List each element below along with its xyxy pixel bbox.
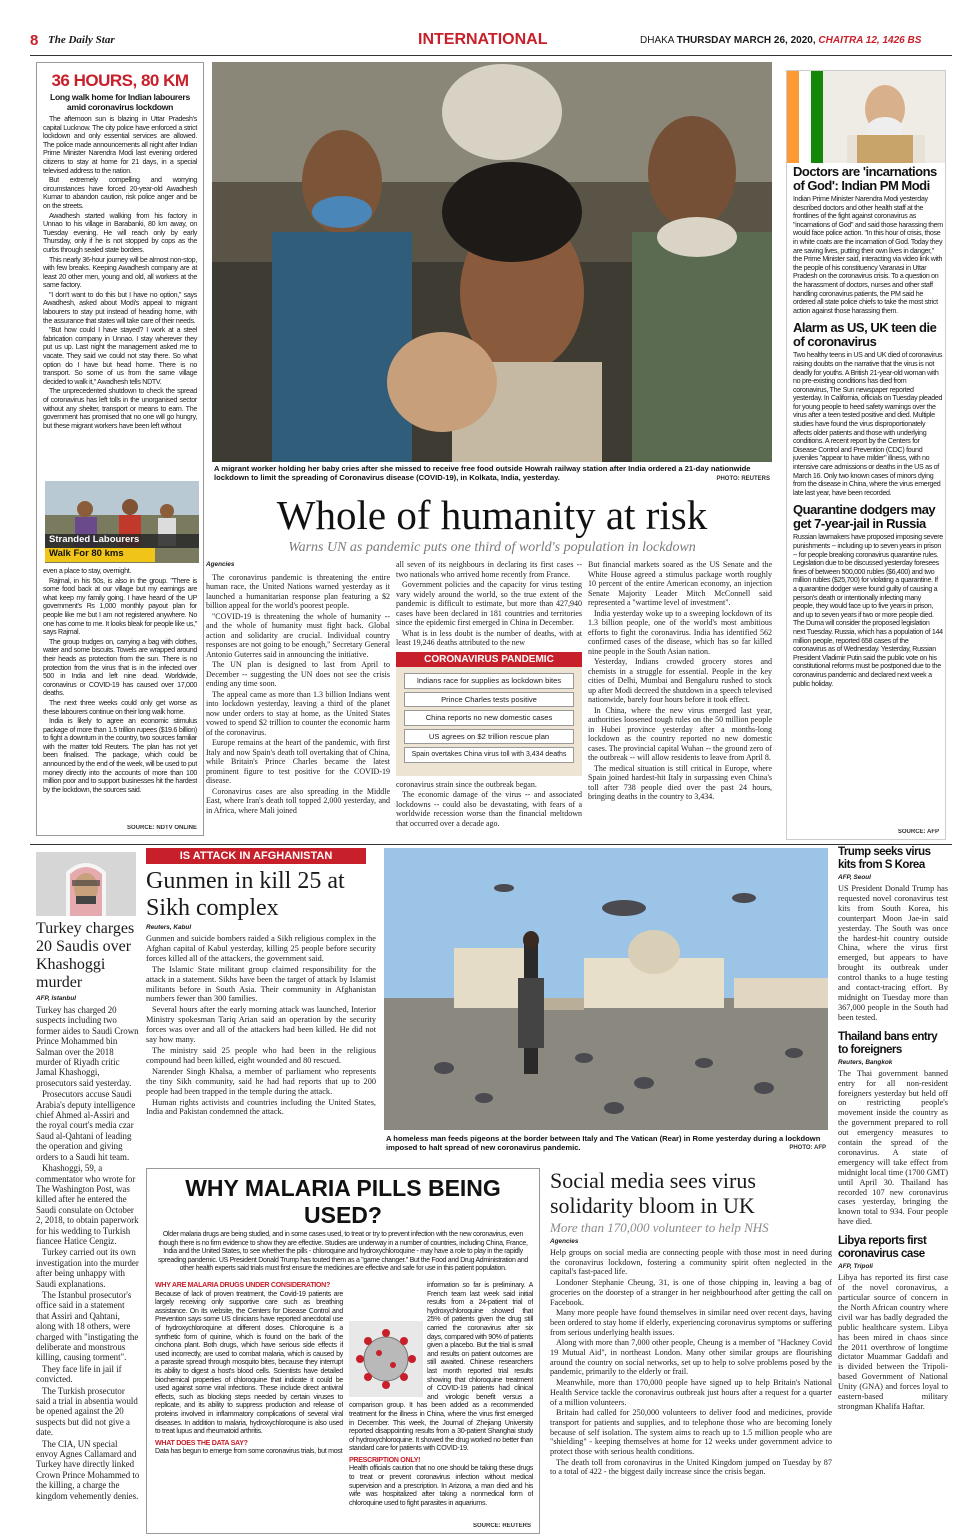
pandemic-box-item: US agrees on $2 trillion rescue plan: [404, 729, 574, 745]
left-para: "But how could I have stayed? I work at a steel fabrication company in Unnao. I stay wherever they put us up. Last night the management asked me to vacate. They said we could not stay there. So what option do I have but head home. There is no transport. So some of us from the same village decided to walk it," Awadhesh tells NDTV.: [43, 326, 197, 386]
main-para: India yesterday woke up to a sweeping lockdown of its 1.3 billion people, one of the world's most ambitious efforts to fight the coronavirus. India has identified 562 confirmed cases of the disease, which has so far killed nine people in the South Asian nation.: [588, 608, 772, 656]
social-para: Londoner Stephanie Cheung, 31, is one of those chipping in, leaving a bag of groceries on the doorstep of a stranger in her neighbourhood after getting the call on Facebook.: [550, 1278, 832, 1307]
afghan-byline: Reuters, Kabul: [146, 924, 192, 931]
trump-headline: Trump seeks virus kits from S Korea: [838, 846, 931, 871]
social-body: [550, 1248, 832, 1477]
pandemic-box-item: Prince Charles tests positive: [404, 692, 574, 708]
malaria-intro: Older malaria drugs are being studied, and in some cases used, to treat or try to prevent infection with the new coronavirus, even though there is no firm evidence to show they are effective. Studies are underway in a number of countries, including China, France, India and the United States, to see whether the pills - chloroquine and hydroxychloroquine - may have a role to play in the rapidly spreading pandemic. US President Donald Trump has touted them as a "game changer." But the Food and Drug Administration and other health experts said trials must first ensure the medicines are effective and safe for use in this patient population.: [157, 1231, 529, 1273]
teen-text: Two healthy teens in US and UK died of coronavirus raising doubts on the narrative that the virus is not deadly for youths. A British 21-year-old woman with no pre-existing conditions has died from coronavirus, The Sun newspaper reported yesterday. In California, officials on Tuesday pleaded for young people to heed safety warnings over the virus after a teen tested positive and died. Multiple studies have found the virus disproportionately affects older patients and those with underlying conditions. A recent report by the Centers for Disease Control and Prevention (CDC) found juveniles "appear to have milder" illness, with no intensive care admissions or deaths in the US as of March 16. Only two known cases of minors dying from the disease in China, where the virus emerged late last year, have been recorded.: [793, 351, 943, 497]
left-headline: 36 HOURS, 80 KM: [51, 71, 189, 90]
khashoggi-photo: [36, 852, 136, 916]
malaria-headline: WHY MALARIA PILLS BEING USED?: [185, 1175, 501, 1228]
malaria-p3: information so far is preliminary. A French team last week said initial results from a 24-patient trial of hydroxychloroquine showed that 25% of patients given the drug still carried the coronavirus after six days, compared with 90% of patients given a placebo. But the trial is small and results on patient outcomes are still awaited. Chinese researchers last month reported trial results showing that chloroquine treatment of COVID-19 patients had clinical and virologic benefit versus a comparison group. It has been added as a recommended treatment for the illness in China, where the virus first emerged in December. This week, the Journal of Zhejiang University reported disappointing results from a 30-patient Shanghai study of hydroxychloroquine. It showed the drug worked no better than standard care for patients with COVID-19.: [349, 1281, 533, 1453]
main-para: Yesterday, Indians crowded grocery stores and chemists in a struggle for essential. People in the key cities of Delhi, Mumbai and Bengaluru rushed to stock up after Modi decreed the shutdown in a speech televised nationwide, barely four hours before it took effect.: [588, 657, 772, 704]
page-header: [30, 30, 952, 54]
migrant-photo: [212, 62, 772, 462]
main-para: Government policies and the capacity for virus testing vary widely around the world, so the true extent of the pandemic is difficult to estimate, but more than 427,940 cases have been declared in 181 countries and territories since the epidemic first emerged in China in December.: [396, 580, 582, 627]
khashoggi-para: They face life in jail if convicted.: [36, 1363, 122, 1385]
left-body-2: [43, 567, 197, 821]
briefs-column: [838, 846, 948, 1532]
left-para: Awadhesh started walking from his factory in Unnao to his village in Barabanki, 80 km away, on Tuesday evening. He will reach only by early Thursday, only if he is not stopped by cops as the curbs through sealed state borders.: [43, 211, 197, 254]
masthead: The Daily Star: [48, 34, 115, 46]
photo-label-walk: Walk For 80 kms: [45, 548, 155, 562]
social-para: Many more people have found themselves in similar need over recent days, having been ordered to stay home if elderly, experiencing coronavirus symptoms or suffering from serious underlying health issues.: [550, 1308, 832, 1337]
left-story: [36, 62, 204, 836]
virus-icon: [349, 1321, 423, 1397]
left-para2: The group trudges on, carrying a bag with clothes, water and some biscuits. Towels are wrapped around their heads as protection from the sun. There is no protection from the virus that is in the infected over 500 in India and left nine dead. Worldwide, coronavirus or COVID-19 has caused over 17,000 deaths.: [43, 637, 197, 698]
right-source: SOURCE: AFP: [897, 829, 939, 835]
khashoggi-para: The CIA, UN special envoy Agnes Callamard and Turkey have directly linked Crown Prince Mohammed to the killing, a charge the kingdom vehemently denies.: [36, 1438, 140, 1501]
pandemic-box-title: CORONAVIRUS PANDEMIC: [396, 652, 582, 668]
left-para: But extremely compelling and worrying circumstances have forced 20-year-old Awadhesh Kumar to abandon caution, risk police anger and be on the streets.: [43, 176, 197, 210]
pandemic-box-item: China reports no new domestic cases: [404, 710, 574, 726]
left-para: This nearly 36-hour journey will be almost non-stop, with few breaks. Keeping Awadhesh company are at least 20 other men, young and old, all workers at the same factory.: [43, 255, 197, 290]
khashoggi-para: Prosecutors accuse Saudi Arabia's deputy intelligence chief Ahmed al-Assiri and the royal court's media czar Saud al-Qahtani of leading the operation and giving orders to a Saudi hit team.: [36, 1089, 136, 1162]
pandemic-box-item: Indians race for supplies as lockdown bites: [404, 673, 574, 689]
left-para2: even a place to stay, overnight.: [43, 567, 132, 575]
social-para: Along with more than 7,000 other people, Cheung is a member of "Hackney Covid 19 Mutual Aid", in northeast London. Many other similar groups are flourishing around the country on social networks, set up to help to solve problems posed by the pandemic, primarily to the elderly or frail.: [550, 1338, 832, 1377]
afghan-para: The Islamic State militant group claimed responsibility for the attack in a statement. Sikhs have been the target of attack by Islamist militants before in South Asia. Their community in Afghanistan numbers fewer than 300 families.: [146, 964, 376, 1004]
afghan-para: Gunmen and suicide bombers raided a Sikh religious complex in the Afghan capital of Kabul yesterday, killing 25 people before security forces killed all of the attackers, the government said.: [146, 934, 376, 963]
trump-byline: AFP, Seoul: [838, 874, 871, 881]
vatican-caption-text: A homeless man feeds pigeons at the border between Italy and The Vatican (Rear) in Rome yesterday during a lockdown imposed to halt spread of new coronavirus pandemic.: [386, 1134, 821, 1153]
pandemic-box-item: Spain overtakes China virus toll with 3,434 deaths: [404, 747, 574, 763]
trump-text: US President Donald Trump has requested novel coronavirus test kits from South Korea, his counterpart Moon Jae-in said yesterday. The South was once the hardest-hit country outside China, where the virus first emerged, but appears to have brought its outbreak under control thanks to a huge testing and contact-tracing effort. By midnight on Tuesday more than 367,000 people in the South had been tested.: [838, 884, 948, 1022]
malaria-h2: WHAT DOES THE DATA SAY?: [155, 1438, 248, 1447]
main-para: The coronavirus pandemic is threatening the entire human race, the United Nations warned yesterday as it launched a humanitarian response plan featuring a $2 billion appeal for the world's poorest people.: [206, 572, 390, 610]
left-para2: Rajmal, in his 50s, is also in the group. "There is some food back at our village but my earnings are what keep my family going. I have heard of the UP government's Rs 1,000 monthly payout plan for people like me but I am not registered anywhere. No one has come to me. It looks bleak for people like us," says Rajmal.: [43, 576, 197, 637]
main-para: The appeal came as more than 1.3 billion Indians went into lockdown yesterday, leaving a third of the planet now under orders to stay at home, as the United States vowed to spend $2 trillion to counter the economic harm of the coronavirus.: [206, 689, 390, 737]
left-para: "I don't want to do this but I have no option," says Awadhesh, asked about Modi's appeal to migrant labourers to stay put instead of heading home, with the assurance that states will take care of their needs.: [43, 290, 197, 325]
left-subhead: Long walk home for Indian labourers amid coronavirus lockdown: [50, 92, 190, 112]
khashoggi-para: Khashoggi, 59, a commentator who wrote for The Washington Post, was killed after he entered the Saudi consulate on October 2, 2018, to obtain paperwork for his wedding to Turkish fiancee Hatice Cengiz.: [36, 1163, 139, 1246]
dateline-date: THURSDAY MARCH 26, 2020,: [676, 35, 816, 46]
left-para: The afternoon sun is blazing in Uttar Pradesh's capital Lucknow. The city police have enforced a strict lockdown and only essential services are allowed. The police made announcements all night after Indian Prime Minister Narendra Modi last evening ordered citizens to stay at home for 21 days, in a special televised address to the nation.: [43, 115, 197, 175]
main-para: Europe remains at the heart of the pandemic, with first Italy and now Spain's death toll overtaking that of China, while Britain's Prince Charles became the latest prominent figure to test positive for the COVID-19 disease.: [206, 738, 390, 785]
left-body: [37, 115, 203, 467]
afghan-para: Narender Singh Khalsa, a member of parliament who represents the tiny Sikh community, said he had had reports that up to 200 people had been trapped in the temple during the attack.: [146, 1066, 376, 1096]
vatican-photo-credit: PHOTO: AFP: [789, 1145, 826, 1152]
right-text: [793, 165, 943, 835]
khashoggi-para: The Istanbul prosecutor's office said in a statement that Assiri and Qahtani, along with 18 others, were charged with "instigating the deliberate and monstrous killing, causing torment".: [36, 1289, 139, 1363]
afghan-para: The ministry said 25 people who had been in the religious compound had been killed, eight wounded and 80 rescued.: [146, 1045, 376, 1065]
main-col-3: [588, 560, 772, 838]
modi-text: Indian Prime Minister Narendra Modi yesterday described doctors and other health staff at the frontlines of the fight against coronavirus as "incarnations of God" and said those harassing them would face police action. "In this hour of crisis, those in white coats are the incarnation of God. Today they are saving lives, putting their own lives in danger," the Prime Minister said, interacting via video link with the people of his constituency Varanasi in Uttar Pradesh on the coronavirus crisis. To a question on the harassment of doctors, nurses and other staff handling coronavirus patients, the PM said he ordered all state police chiefs to take the most strict action against those harassing them.: [793, 195, 943, 315]
dateline-city: DHAKA: [640, 35, 674, 46]
migrant-photo-caption: [214, 464, 770, 488]
malaria-h1: WHY ARE MALARIA DRUGS UNDER CONSIDERATION?: [155, 1281, 330, 1289]
vatican-photo-art: [384, 848, 828, 1130]
modi-photo: [787, 71, 946, 163]
left-source: SOURCE: NDTV ONLINE: [126, 825, 197, 831]
page-number: 8: [30, 32, 39, 49]
photo-label-stranded: Stranded Labourers: [45, 534, 199, 548]
main-col-2: [396, 560, 582, 838]
main-para: The UN plan is designed to last from April to December -- suggesting the UN does not see the crisis ending any time soon.: [206, 660, 390, 688]
main-para: Coronavirus cases are also spreading in the Middle East, where Iran's death toll topped 2,000 yesterday, and in Africa, where Mali joined: [206, 786, 390, 815]
khashoggi-byline: AFP, Istanbul: [36, 995, 77, 1002]
main-para: The medical situation is still critical in Europe, where Spain joined hardest-hit Italy in surpassing even China's toll after 738 people died over the past 24 hours, bringing deaths in the country to 3,434.: [588, 763, 772, 801]
khashoggi-para: Turkey carried out its own investigation into the murder after being unhappy with Saudi explanations.: [36, 1247, 139, 1289]
section-title: INTERNATIONAL: [418, 31, 548, 48]
left-para2: India is likely to agree an economic stimulus package of more than 1.5 trillion rupees ($19.6 billion) to fight a downturn in the country, two sources familiar with the matter told Reuters. The plan has not yet been finalised. The package, which could be announced by the end of the week, will be used to put money directly into the accounts of more than 100 million poor and to support businesses hit the hardest by the lockdown, the sources said.: [43, 717, 197, 794]
social-para: The death toll from coronavirus in the United Kingdom jumped on Tuesday by 87 to a total of 422 - the biggest daily increase since the crisis began.: [550, 1457, 832, 1477]
afghan-para: Several hours after the early morning attack was launched, Interior Ministry spokesman Tariq Arian said an operation by the security forces was over and all of the attackers had been killed. He did not say how many.: [146, 1005, 376, 1045]
thailand-text: The Thai government banned entry for all non-resident foreigners yesterday but held off on restricting people's movement inside the country as the government prepared to roll out emergency measures to contain the spread of the coronavirus. A state of emergency will take effect from midnight local time (1700 GMT) until April 30. Thailand has recorded 107 new coronavirus cases yesterday, bringing the known total to 934. Four people have died.: [838, 1068, 948, 1227]
libya-headline: Libya reports first coronavirus case: [838, 1235, 927, 1261]
malaria-p4: Health officials caution that no one should be taking these drugs to treat or prevent coronavirus infection without medical supervision and a prescription. In Arizona, a man died and his wife was hospitalized after taking a nonmedical form of chloroquine used to fight parasites in aquariums.: [349, 1464, 533, 1507]
teen-headline: Alarm as US, UK teen die of coronavirus: [793, 320, 937, 350]
malaria-box: [146, 1168, 540, 1534]
khashoggi-body: [36, 1005, 140, 1501]
main-para: What is in less doubt is the number of deaths, with at least 19,246 deaths attributed to the new: [396, 628, 582, 647]
modi-photo-art: [787, 71, 946, 163]
vatican-photo: [384, 848, 828, 1130]
main-para: But financial markets soared as the US Senate and the White House agreed a stimulus package worth roughly 10 percent of the entire American economy, an injection Senate Majority Leader Mitch McConnell said represented a "wartime level of investment".: [588, 560, 772, 607]
social-subhead: More than 170,000 volunteer to help NHS: [550, 1220, 769, 1235]
khashoggi-para: Turkey has charged 20 suspects including two former aides to Saudi Crown Prince Mohammed bin Salman over the 2018 murder of Riyadh critic Jamal Khashoggi, prosecutors said yesterday.: [36, 1005, 139, 1088]
migrant-photo-credit: PHOTO: REUTERS: [716, 476, 770, 483]
vatican-caption: [386, 1134, 826, 1158]
social-para: Help groups on social media are connecting people with those most in need during the coronavirus lockdown, fostering a community spirit often neglected in the capital's fast-paced life.: [550, 1248, 832, 1277]
khashoggi-story: [36, 920, 140, 1526]
thailand-headline: Thailand bans entry to foreigners: [838, 1030, 938, 1056]
social-story: [550, 1168, 832, 1534]
malaria-p1: Because of lack of proven treatment, the Covid-19 patients are largely receiving only supportive care such as breathing assistance. On its website, the Centers for Disease Control and Prevention says some US clinicians have reported anecdotal use of hydroxychloroquine at different doses. Chloroquine is a synthetic form of quinine, which is found on the bark of the cinchona plant. Both drugs, which have serious side effects if used incorrectly, are used to combat malaria, which is caused by a parasite spread through mosquito bites, because they interrupt its ability to digest a host's blood cells. Scientists have detailed biochemical properties of chloroquine that indicate it could be used against some viral infections. These include direct antiviral effects, such as blocking steps needed by certain viruses to replicate, and its ability to suppress production and release of proteins involved in inflammatory complications of several viral diseases. In addition to malaria, hydroxychloroquine is also used to treat lupus and rheumatoid arthritis.: [155, 1289, 343, 1436]
libya-text: Libya has reported its first case of the novel coronavirus, a particular source of concern in the North African country where civil war has badly degraded the public healthcare system. Libya has been mired in chaos since the 2011 overthrow of longtime dictator Muammar Gaddafi and is divided between the Tripoli-based Government of National Unity (GNA) and forces loyal to eastern-based military strongman Khalifa Haftar.: [838, 1273, 948, 1411]
libya-byline: AFP, Tripoli: [838, 1263, 873, 1271]
malaria-source: SOURCE: REUTERS: [472, 1523, 531, 1529]
modi-headline: Doctors are 'incarnations of God': Indian PM Modi: [793, 165, 937, 193]
left-para2: The next three weeks could only get worse as these labourers continue on their long walk home.: [43, 698, 197, 716]
khashoggi-para: The Turkish prosecutor said a trial in absentia would be opened against the 20 suspects but did not give a date.: [36, 1385, 138, 1438]
main-subhead: Warns UN as pandemic puts one third of world's population in lockdown: [288, 540, 696, 555]
mid-rule: [30, 844, 952, 845]
dateline: [640, 35, 921, 46]
social-headline: Social media sees virus solidarity bloom in UK: [550, 1168, 756, 1218]
main-para: "COVID-19 is threatening the whole of humanity -- and the whole of humanity must fight back. Global action and solidarity are crucial. Individual country responses are not going to be enough," Secretary General Antonio Guterres said in announcing the initiative.: [206, 611, 390, 659]
malaria-h3: PRESCRIPTION ONLY!: [349, 1455, 421, 1464]
virus-image: [349, 1321, 423, 1397]
malaria-col-1: [155, 1281, 343, 1527]
afghan-body: [146, 934, 376, 1117]
left-para: The unprecedented shutdown to check the spread of coronavirus has left tolls in the unorganised sector without any shelter, transport or means to earn. The government has promised that no one will go hungry, but these migrant workers have been left without: [43, 387, 197, 430]
header-rule: [30, 55, 952, 56]
social-byline: Agencies: [550, 1238, 579, 1245]
main-para: coronavirus strain since the outbreak began.: [396, 779, 537, 789]
main-col-1: [206, 558, 390, 838]
afghan-kicker: IS ATTACK IN AFGHANISTAN: [146, 848, 366, 864]
russia-headline: Quarantine dodgers may get 7-year-jail in Russia: [793, 502, 936, 532]
khashoggi-headline: Turkey charges 20 Saudis over Khashoggi murder: [36, 920, 135, 991]
social-para: Meanwhile, more than 170,000 people have signed up to help Britain's National Health Service tackle the coronavirus outbreak just hours after a request for a quarter of a million volunteers.: [550, 1378, 832, 1407]
labourers-photo: [45, 481, 199, 563]
migrant-photo-art: [212, 62, 772, 462]
main-byline: Agencies: [206, 561, 235, 568]
right-column: [786, 70, 946, 840]
main-para: In China, where the new virus emerged last year, authorities loosened tough rules on the 50 million people in Hubei province yesterday after a months-long lockdown as the country reported no new domestic cases. The provincial capital Wuhan -- the ground zero of the outbreak -- will allow residents to leave from April 8.: [588, 705, 772, 762]
russia-text: Russian lawmakers have proposed imposing severe punishments -- including up to seven years in prison -- for people breaking coronavirus quarantine rules. Legislation due to be discussed yesterday foresees fines of between 500,000 rubles ($6,400) and two million rubles ($25,700) for violating a quarantine. If a quarantine dodger were found guilty of causing a person's death or intentionally infecting many people, they would face up to five years in prison, and up to seven years if two or more people died. The Duma will consider the proposed legislation next Tuesday. Russia, which has a population of 144 million people, reported 658 cases of the coronavirus as of Wednesday. Yesterday, Russian President Vladimir Putin said the public vote on his constitutional reforms must be postponed due to the coronavirus pandemic and declared next week a public holiday.: [793, 533, 943, 688]
afghan-story: [146, 848, 376, 1162]
khashoggi-photo-art: [36, 852, 136, 916]
malaria-col-2: [349, 1281, 533, 1521]
afghan-para: Human rights activists and countries including the United States, India and Pakistan condemned the attack.: [146, 1097, 376, 1117]
dateline-bangla: CHAITRA 12, 1426 BS: [818, 35, 922, 46]
malaria-p2: Data has begun to emerge from some coronavirus trials, but most: [155, 1447, 343, 1456]
thailand-byline: Reuters, Bangkok: [838, 1058, 893, 1066]
social-para: Britain had called for 250,000 volunteers to deliver food and medicines, provide transport for patients and supplies, and to telephone those who are becoming lonely because of self isolation. The system aims to reach up to 1.5 million people who are "shielding" - keeping themselves at home for 12 weeks under government advice to protect those with serious health conditions.: [550, 1408, 832, 1457]
main-headline: Whole of humanity at risk: [276, 492, 708, 538]
afghan-headline: Gunmen in kill 25 at Sikh complex: [146, 868, 345, 921]
main-para: The economic damage of the virus -- and associated lockdowns -- could also be devastating, with fears of a worldwide recession worse than the financial meltdown that occurred over a decade ago.: [396, 790, 582, 828]
pandemic-box: [396, 652, 582, 776]
main-para: all seven of its neighbours in declaring its first cases -- two nationals who arrived home recently from France.: [396, 560, 582, 579]
migrant-caption-text: A migrant worker holding her baby cries after she missed to receive free food outside Howrah railway station after India ordered a 21-day nationwide lockdown to limit the spreading of Coronavirus disease (COVID-19), in Kolkata, India, yesterday.: [214, 464, 751, 483]
